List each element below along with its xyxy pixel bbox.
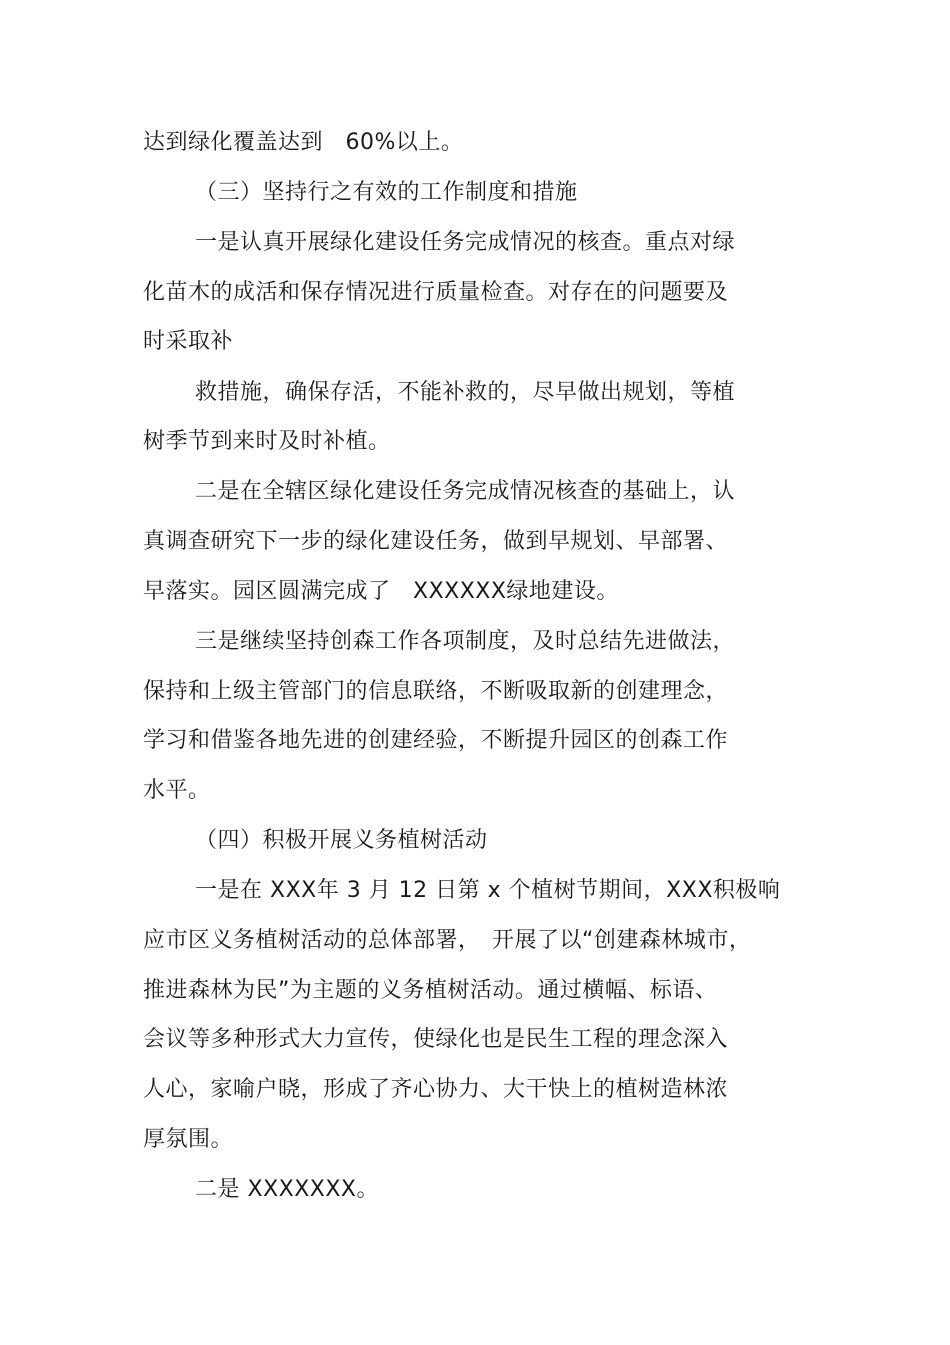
text-line: 树季节到来时及时补植。	[143, 429, 391, 454]
text-line: 真调查研究下一步的绿化建设任务，做到早规划、早部署、	[143, 529, 729, 554]
text-line: 一是认真开展绿化建设任务完成情况的核查。重点对绿	[195, 230, 736, 255]
text-line: 厚氛围。	[143, 1127, 234, 1152]
text-line: 时采取补	[143, 329, 234, 354]
text-line: 二是 XXXXXXX。	[195, 1177, 379, 1202]
text-line: 化苗木的成活和保存情况进行质量检查。对存在的问题要及	[143, 280, 729, 305]
text-line: 会议等多种形式大力宣传，使绿化也是民生工程的理念深入	[143, 1027, 729, 1052]
section-heading: （四）积极开展义务植树活动	[195, 828, 488, 853]
text-line: 救措施，确保存活，不能补救的，尽早做出规划，等植	[195, 380, 736, 405]
text-line: 一是在 XXX年 3 月 12 日第 x 个植树节期间，XXX积极响	[195, 878, 781, 903]
text-line: 达到绿化覆盖达到 60%以上。	[143, 130, 464, 155]
text-line: 人心，家喻户晓，形成了齐心协力、大干快上的植树造林浓	[143, 1077, 729, 1102]
text-line: 保持和上级主管部门的信息联络，不断吸取新的创建理念，	[143, 679, 729, 704]
text-line: 学习和借鉴各地先进的创建经验，不断提升园区的创森工作	[143, 728, 729, 753]
section-heading: （三）坚持行之有效的工作制度和措施	[195, 180, 578, 205]
text-line: 早落实。园区圆满完成了 XXXXXX绿地建设。	[143, 579, 619, 604]
text-line: 水平。	[143, 778, 211, 803]
text-line: 三是继续坚持创森工作各项制度，及时总结先进做法，	[195, 629, 736, 654]
text-line: 二是在全辖区绿化建设任务完成情况核查的基础上，认	[195, 479, 736, 504]
text-line: 推进森林为民”为主题的义务植树活动。通过横幅、标语、	[143, 978, 718, 1003]
text-line: 应市区义务植树活动的总体部署， 开展了以“创建森林城市，	[143, 928, 752, 953]
